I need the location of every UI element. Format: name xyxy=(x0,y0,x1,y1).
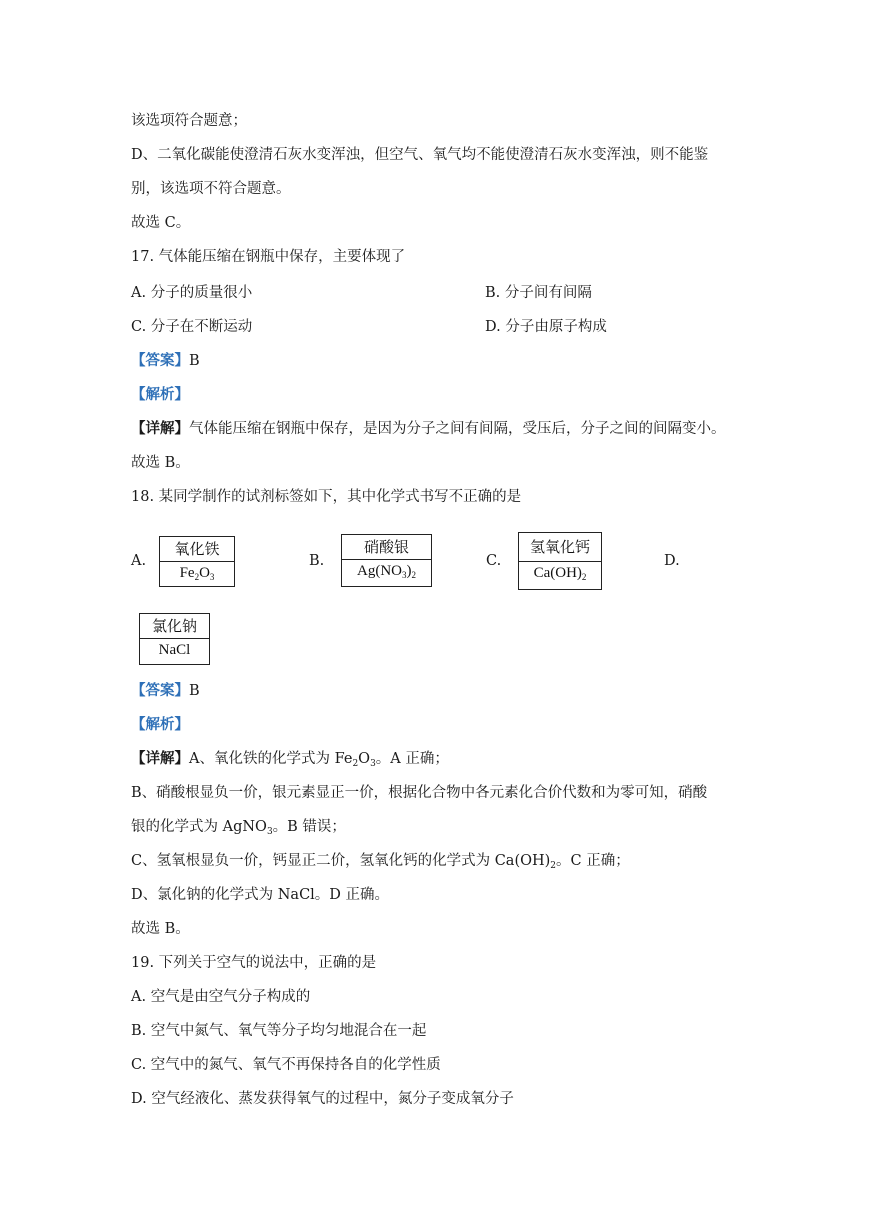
analysis-tag: 【解析】 xyxy=(131,716,189,733)
q17-answer xyxy=(131,351,200,371)
question-17-stem: 17. 气体能压缩在钢瓶中保存，主要体现了 xyxy=(131,249,406,265)
label-formula: $Ca(OH)_2$ xyxy=(533,565,587,582)
q17-option-a: A. 分子的质量很小 xyxy=(131,285,253,301)
reagent-label-a xyxy=(159,536,235,587)
question-18-stem: 18. 某同学制作的试剂标签如下，其中化学式书写不正确的是 xyxy=(131,489,522,505)
q18-analysis-tag xyxy=(131,715,189,735)
label-formula: NaCl xyxy=(158,642,191,658)
q18-detail-b: B、硝酸根显负一价，银元素显正一价，根据化合物中各元素化合价代数和为零可知，硝酸 xyxy=(131,785,708,801)
reagent-label-b xyxy=(341,534,432,587)
detail-text: 气体能压缩在钢瓶中保存，是因为分子之间有间隔，受压后，分子之间的间隔变小。 xyxy=(189,421,726,437)
label-formula: $Fe_2O_3$ xyxy=(179,565,215,582)
text-line: D、二氧化碳能使澄清石灰水变浑浊，但空气、氧气均不能使澄清石灰水变浑浊，则不能鉴 xyxy=(131,147,709,163)
q17-detail xyxy=(131,419,726,439)
label-name: 硝酸银 xyxy=(342,535,431,560)
analysis-tag: 【解析】 xyxy=(131,386,189,403)
text-line: 别，该选项不符合题意。 xyxy=(131,181,291,197)
q19-option-b: B. 空气中氮气、氧气等分子均匀地混合在一起 xyxy=(131,1023,427,1039)
q18-detail-b-cont: 银的化学式为 AgNO$_3$。B 错误； xyxy=(131,819,346,837)
answer-tag: 【答案】 xyxy=(131,352,189,369)
q18-detail-a: 【详解】A、氧化铁的化学式为 $Fe_2O_3$。A 正确； xyxy=(131,750,449,769)
q17-option-b: B. 分子间有间隔 xyxy=(485,285,592,301)
label-formula: $Ag(NO_3)_2$ xyxy=(357,563,416,580)
label-name: 氧化铁 xyxy=(160,537,234,562)
q18-detail-c: C、氢氧根显负一价，钙显正二价，氢氧化钙的化学式为 $Ca(OH)_2$。C 正确； xyxy=(131,853,630,871)
q18-option-b: B. xyxy=(309,553,325,569)
question-19-stem: 19. 下列关于空气的说法中，正确的是 xyxy=(131,955,377,971)
label-name: 氯化钠 xyxy=(140,614,209,639)
label-name: 氢氧化钙 xyxy=(519,533,601,562)
q19-option-a: A. 空气是由空气分子构成的 xyxy=(131,989,311,1005)
q18-option-a: A. xyxy=(131,553,147,569)
q17-option-c: C. 分子在不断运动 xyxy=(131,319,253,335)
q18-option-c: C. xyxy=(486,553,502,569)
q17-conclusion: 故选 B。 xyxy=(131,455,190,471)
detail-tag: 【详解】 xyxy=(131,750,189,767)
q17-option-d: D. 分子由原子构成 xyxy=(485,319,607,335)
text-line: 故选 C。 xyxy=(131,215,191,231)
answer-tag: 【答案】 xyxy=(131,682,189,699)
q19-option-d: D. 空气经液化、蒸发获得氧气的过程中，氮分子变成氧分子 xyxy=(131,1091,514,1107)
q18-conclusion: 故选 B。 xyxy=(131,921,190,937)
detail-tag: 【详解】 xyxy=(131,420,189,437)
reagent-label-c xyxy=(518,532,602,590)
q17-analysis-tag xyxy=(131,385,189,405)
q18-answer xyxy=(131,681,200,701)
answer-value: B xyxy=(189,353,200,369)
q18-option-d: D. xyxy=(664,553,680,569)
q19-option-c: C. 空气中的氮气、氧气不再保持各自的化学性质 xyxy=(131,1057,441,1073)
q18-detail-d: D、氯化钠的化学式为 NaCl。D 正确。 xyxy=(131,887,390,903)
reagent-label-d xyxy=(139,613,210,665)
text-line: 该选项符合题意； xyxy=(131,113,247,129)
answer-value: B xyxy=(189,683,200,699)
